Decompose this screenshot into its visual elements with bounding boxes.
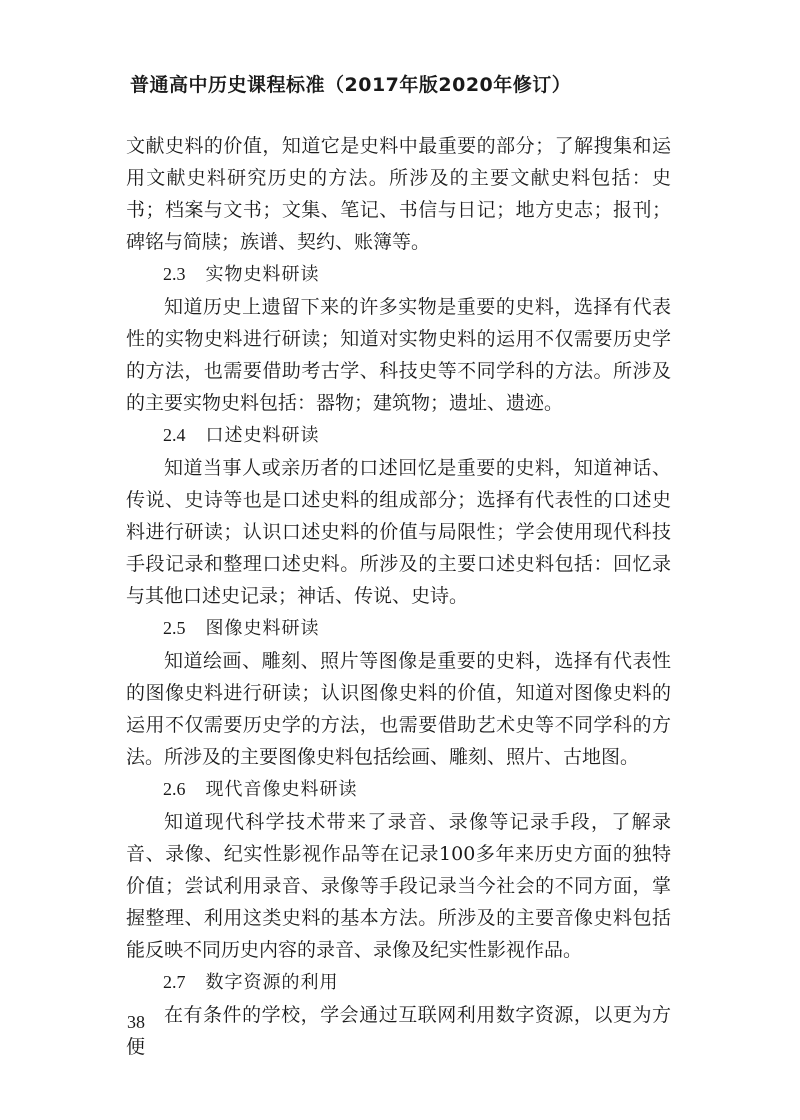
section-heading-2-6 [126, 773, 671, 806]
section-number: 2.4 [163, 425, 186, 445]
section-number: 2.6 [163, 779, 186, 799]
section-heading-2-3 [126, 258, 671, 291]
paragraph-2-5: 知道绘画、雕刻、照片等图像是重要的史料，选择有代表性的图像史料进行研读；认识图像史料的价值，知道对图像史料的运用不仅需要历史学的方法，也需要借助艺术史等不同学科的方法。所涉及的主要图像史料包括绘画、雕刻、照片、古地图。 [126, 650, 671, 768]
section-title: 现代音像史料研读 [205, 779, 358, 800]
section-number: 2.5 [163, 618, 186, 638]
section-title: 实物史料研读 [205, 264, 320, 285]
section-number: 2.3 [163, 264, 186, 284]
paragraph-2-4: 知道当事人或亲历者的口述回忆是重要的史料，知道神话、传说、史诗等也是口述史料的组成部分；选择有代表性的口述史料进行研读；认识口述史料的价值与局限性；学会使用现代科技手段记录和整理口述史料。所涉及的主要口述史料包括：回忆录与其他口述史记录；神话、传说、史诗。 [126, 457, 671, 607]
paragraph-2-7: 在有条件的学校，学会通过互联网利用数字资源，以更为方便 [126, 1004, 671, 1058]
running-header: 普通高中历史课程标准（2017年版2020年修订） [130, 74, 572, 96]
section-number: 2.7 [163, 972, 186, 992]
section-title: 图像史料研读 [205, 618, 320, 639]
section-title: 数字资源的利用 [205, 972, 339, 993]
body-text [126, 130, 671, 1063]
section-heading-2-7 [126, 966, 671, 999]
section-heading-2-5 [126, 612, 671, 645]
section-heading-2-4 [126, 419, 671, 452]
paragraph-2-3: 知道历史上遗留下来的许多实物是重要的史料，选择有代表性的实物史料进行研读；知道对实物史料的运用不仅需要历史学的方法，也需要借助考古学、科技史等不同学科的方法。所涉及的主要实物史料包括：器物；建筑物；遗址、遗迹。 [126, 296, 671, 414]
section-title: 口述史料研读 [205, 425, 320, 446]
page-number: 38 [127, 1012, 145, 1032]
paragraph-2-6: 知道现代科学技术带来了录音、录像等记录手段，了解录音、录像、纪实性影视作品等在记录100多年来历史方面的独特价值；尝试利用录音、录像等手段记录当今社会的不同方面，掌握整理、利用这类史料的基本方法。所涉及的主要音像史料包括能反映不同历史内容的录音、录像及纪实性影视作品。 [126, 811, 671, 961]
paragraph-intro: 文献史料的价值，知道它是史料中最重要的部分；了解搜集和运用文献史料研究历史的方法。所涉及的主要文献史料包括：史书；档案与文书；文集、笔记、书信与日记；地方史志；报刊；碑铭与简牍；族谱、契约、账簿等。 [126, 135, 671, 253]
